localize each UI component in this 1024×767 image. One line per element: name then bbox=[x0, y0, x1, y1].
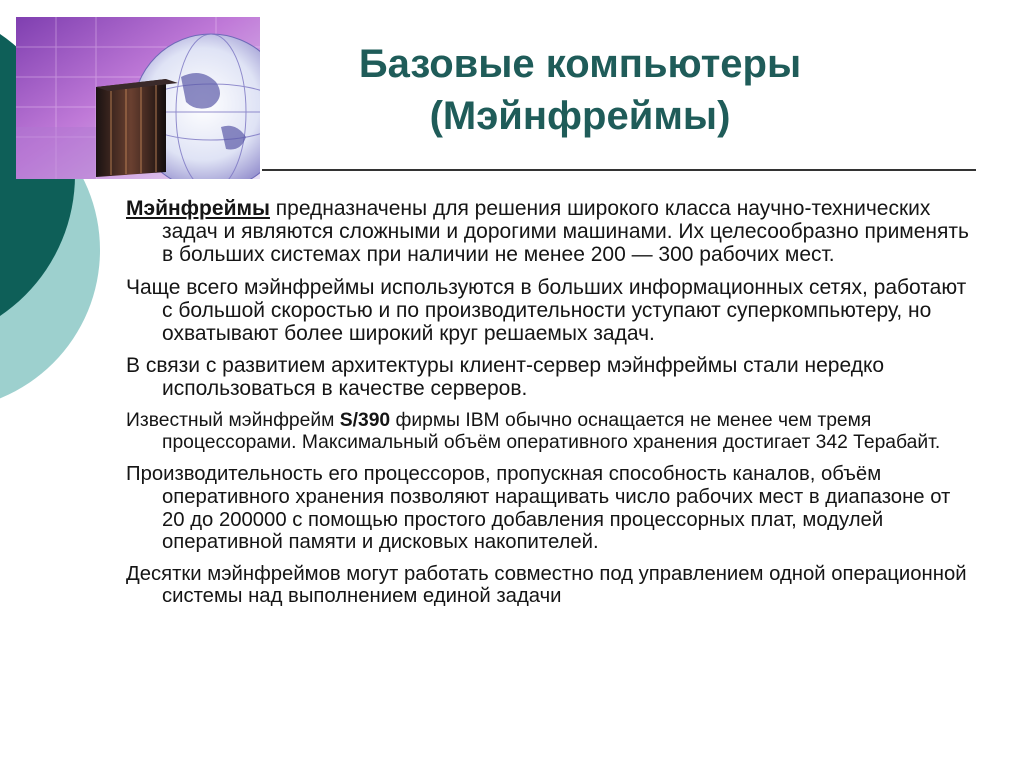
paragraph-3: В связи с развитием архитектуры клиент-сервер мэйнфреймы стали нередко использоваться в качестве серверов. bbox=[126, 354, 885, 401]
model-name: S/390 bbox=[339, 409, 391, 431]
paragraph-4-before: Известный мэйнфрейм bbox=[126, 409, 340, 431]
paragraph-4 bbox=[126, 410, 978, 455]
paragraph-1-text: предназначены для решения широкого класса научно-технических задач и являются сложными и дорогими машинами. Их целесообразно применять в больших системах при наличии не менее 200 — 300 рабочих мест. bbox=[162, 197, 969, 267]
mainframe-globe-image bbox=[16, 17, 260, 179]
slide-title bbox=[290, 38, 870, 142]
title-line-2: (Мэйнфреймы) bbox=[429, 94, 731, 138]
paragraph-2: Чаще всего мэйнфреймы используются в больших информационных сетях, работают с большой скоростью и по производительности уступают суперкомпьютеру, но охватывают более широкий круг решаемых задач. bbox=[126, 275, 967, 346]
slide-body bbox=[126, 197, 978, 617]
paragraph-6: Десятки мэйнфреймов могут работать совместно под управлением одной операционной системы над выполнением единой задачи bbox=[126, 562, 967, 608]
title-line-1: Базовые компьютеры bbox=[358, 42, 802, 86]
title-divider bbox=[262, 169, 976, 171]
paragraph-4-after: фирмы IBM обычно оснащается не менее чем тремя процессорами. Максимальный объём оперативного хранения достигает 342 Терабайт. bbox=[162, 409, 941, 454]
keyword-mainframes: Мэйнфреймы bbox=[126, 197, 270, 220]
paragraph-1 bbox=[126, 197, 978, 267]
paragraph-5: Производительность его процессоров, пропускная способность каналов, объём оперативного хранения позволяют наращивать число рабочих мест в диапазоне от 20 до 200000 с помощью простого добавления процессорных плат, модулей оперативной памяти и дисковых накопителей. bbox=[126, 463, 951, 554]
server-cabinet-icon bbox=[96, 79, 178, 177]
